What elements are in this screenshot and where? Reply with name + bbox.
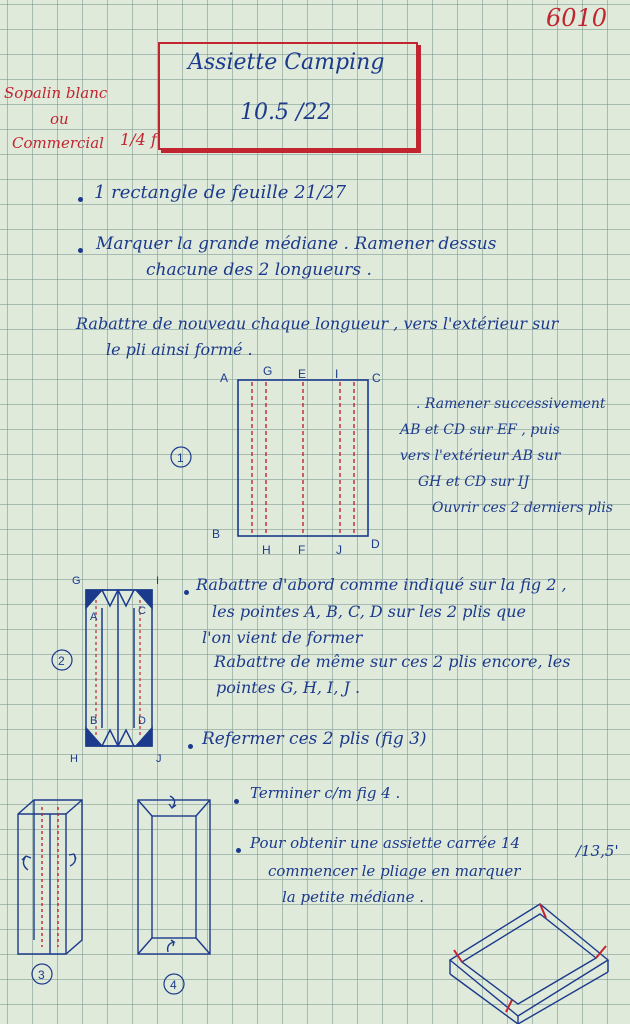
refermer-text: Refermer ces 2 plis (fig 3) [202, 729, 427, 749]
side-note-line3: Commercial [12, 134, 104, 152]
fig2-text-line3: l'on vient de former [202, 628, 363, 647]
carree-size: /13,5' [576, 842, 619, 860]
fig2-label-a: A [90, 611, 98, 623]
side-note-fraction: 1/4 f [120, 130, 157, 149]
terminer-text: Terminer c/m fig 4 . [250, 784, 401, 802]
fig1-number: 1 [177, 451, 184, 465]
ramener-line4: GH et CD sur IJ [418, 474, 530, 490]
fig2-fold-d [118, 730, 134, 746]
fig2-text-line4: Rabattre de même sur ces 2 plis encore, les [214, 652, 571, 671]
fig2-fold-b [102, 730, 118, 746]
fig2-text-line2: les pointes A, B, C, D sur les 2 plis que [212, 602, 526, 621]
fig2-corner-g [86, 590, 102, 608]
ramener-line1: . Ramener successivement [416, 396, 606, 412]
fig1-diagram [171, 380, 368, 536]
fig2-label-i: I [156, 575, 160, 587]
fig4-outer [138, 800, 210, 954]
ramener-line2: AB et CD sur EF , puis [400, 422, 560, 438]
title-line1: Assiette Camping [188, 50, 385, 75]
fig4-inner [152, 816, 196, 938]
fig4-arrow-bottom [168, 940, 174, 952]
step2-line2: chacune des 2 longueurs . [146, 260, 372, 280]
fig3-diagram [18, 800, 82, 984]
fig1-label-j: J [336, 543, 342, 557]
fig1-label-i: I [335, 367, 339, 381]
fig2-text-line1: Rabattre d'abord comme indiqué sur la fig 2 , [196, 575, 567, 594]
fig1-label-d: D [371, 537, 380, 551]
title-line2: 10.5 /22 [240, 100, 332, 125]
step2-line1: Marquer la grande médiane . Ramener dessus [96, 234, 497, 254]
carree-line2: commencer le pliage en marquer [268, 862, 521, 880]
fig2-diagram [52, 590, 152, 746]
fig2-label-d: D [138, 715, 146, 727]
fig2-text-line5: pointes G, H, I, J . [216, 678, 361, 697]
fig2-corner-h [86, 728, 102, 746]
carree-line3: la petite médiane . [282, 888, 425, 906]
ramener-line3: vers l'extérieur AB sur [400, 448, 561, 464]
fig2-label-g: G [72, 575, 81, 587]
fig1-label-h: H [262, 543, 271, 557]
page-number: 6010 [546, 4, 608, 32]
fig4-diagram [138, 796, 210, 994]
fig1-label-g: G [263, 364, 273, 378]
step3-line2: le pli ainsi formé . [106, 340, 253, 359]
fig1-label-e: E [298, 367, 307, 381]
fig1-label-c: C [372, 371, 381, 385]
fig2-corner-j [136, 728, 152, 746]
fig1-label-a: A [220, 371, 229, 385]
fig1-label-f: F [298, 543, 306, 557]
fig2-number: 2 [58, 654, 65, 668]
fig2-label-j: J [156, 753, 162, 765]
fig2-label-c: C [138, 605, 146, 617]
fig2-label-b: B [90, 715, 98, 727]
fig2-fold-c [118, 590, 134, 606]
ramener-line5: Ouvrir ces 2 derniers plis [432, 500, 613, 516]
step3-line1: Rabattre de nouveau chaque longueur , vers l'extérieur sur [76, 314, 559, 333]
fig2-fold-a [102, 590, 118, 606]
carree-line1: Pour obtenir une assiette carrée 14 [250, 834, 521, 852]
step1-text: 1 rectangle de feuille 21/27 [94, 182, 347, 203]
fig1-label-b: B [212, 527, 221, 541]
side-note-line1: Sopalin blanc [4, 84, 108, 102]
fig3-number: 3 [38, 968, 45, 982]
fig2-label-h: H [70, 753, 78, 765]
fig4-number: 4 [170, 978, 177, 992]
side-note-line2: ou [50, 110, 69, 128]
fig4-arrow-top [169, 796, 176, 808]
square-tray-diagram [450, 904, 608, 1024]
